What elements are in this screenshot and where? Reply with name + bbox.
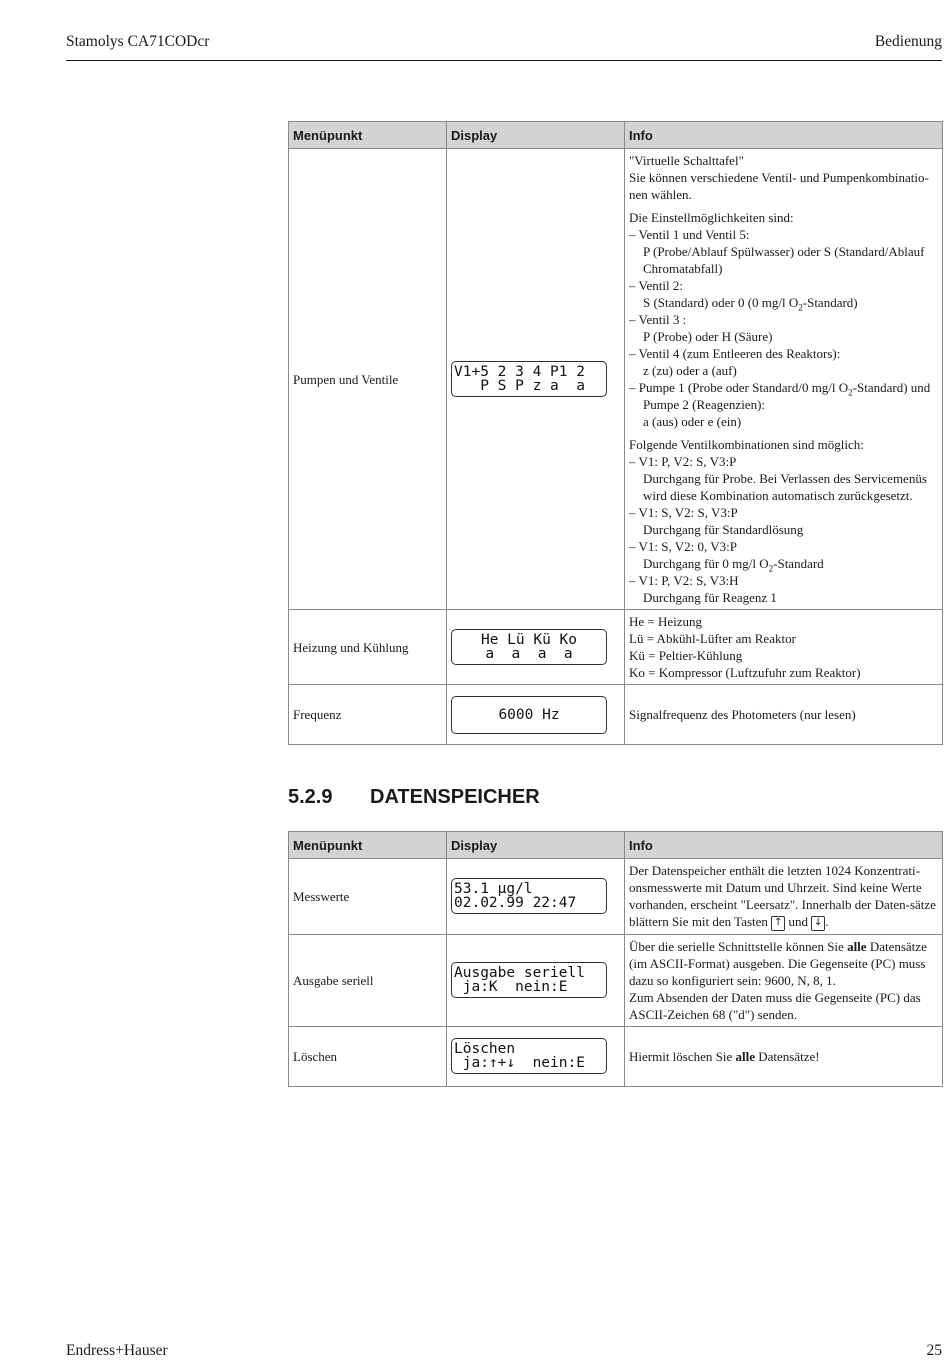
lcd-line: 53.1 µg/l [454,881,533,898]
info-text: Hiermit löschen Sie [629,1048,733,1064]
list-item: – Ventil 4 (zum Entleeren des Reaktors): [629,346,841,361]
section-number: 5.2.9 [288,786,333,808]
table-data-memory [288,831,943,1087]
info-cell [625,934,943,1026]
list-item-text: V1: S, V2: 0, V3:P [638,539,738,554]
display-cell [447,149,625,610]
list-item-detail: Durchgang für Reagenz 1 [643,590,777,605]
col-header-display: Display [447,122,625,149]
info-text: Folgende Ventilkombinationen sind möglich: [629,437,864,452]
info-cell: Signalfrequenz des Photometers (nur lesen) [625,685,943,745]
display-cell [447,685,625,745]
list-item-detail: Durchgang für Standardlösung [643,522,804,537]
info-emphasis: alle [735,1048,756,1064]
lcd-line: He Lü Kü Ko [480,632,578,648]
detail-text: S (Standard) oder 0 (0 mg/l O [643,295,799,310]
info-paragraph [629,152,938,203]
menu-cell: Pumpen und Ventile [289,149,447,610]
list-item-text: Ventil 2: [638,278,683,293]
footer-brand: Endress+Hauser [66,1342,168,1359]
list-item-detail [629,294,938,311]
list-item: – Ventil 1 und Ventil 5: [629,227,750,242]
lcd-line: Löschen [454,1041,516,1058]
menu-cell: Messwerte [289,859,447,935]
lcd-line: 6000 Hz [498,706,560,723]
section-heading [288,786,540,809]
page-number: 25 [926,1342,942,1359]
info-text: Der Datenspeicher enthält die letzten 1024 Konzentrati-onsmesswerte mit Datum und Uhrzeit. Sind keine Werte vorhanden, erscheint "Leersatz". Innerhalb der Daten-sätze blättern Sie mit den Tasten [629,863,936,929]
list-item-text: Ventil 3 : [638,312,687,327]
list-item: – Pumpe 1 (Probe oder Standard/0 mg/l $O_2-Standard$) und Pumpe 2 (Reagenzien): [629,380,931,412]
display-cell [447,934,625,1026]
arrow-up-key-icon: ↑ [771,916,785,931]
display-cell [447,859,625,935]
lcd-line: Ausgabe seriell [454,965,585,982]
header-rule [66,60,942,61]
lcd-display [451,696,607,734]
info-text: "Virtuelle Schalttafel" [629,153,744,168]
list-item: – V1: P, V2: S, V3:P [629,454,737,469]
table-row [289,685,943,745]
info-text: und [788,914,808,929]
table-row [289,610,943,685]
info-emphasis: alle [847,938,867,954]
info-text: . [825,914,829,929]
list-item-text: V1: S, V2: S, V3:P [638,505,738,520]
table-row [289,859,943,935]
lcd-display [451,361,607,397]
menu-cell: Löschen [289,1026,447,1086]
info-text: Zum Absenden der Daten muss die Gegenseite (PC) das ASCII-Zeichen 68 ("d") senden. [629,989,921,1022]
menu-cell: Heizung und Kühlung [289,610,447,685]
list-item-detail: P (Probe/Ablauf Spülwasser) oder S (Standard/Ablauf Chromatabfall) [643,244,925,276]
list-item-text: Ventil 1 und Ventil 5: [638,227,750,242]
list-item-text: Ventil 4 (zum Entleeren des Reaktors): [638,346,841,361]
lcd-line: ja:↑+↓ nein:E [454,1055,585,1072]
header-product-name: Stamolys CA71CODcr [66,33,210,50]
col-header-menu: Menüpunkt [289,122,447,149]
arrow-down-key-icon: ↓ [811,916,825,931]
lcd-display [451,1038,607,1074]
table-row [289,149,943,610]
table-header-row [289,122,943,149]
info-text: Sie können verschiedene Ventil- und Pumpenkombinatio-nen wählen. [629,170,929,202]
info-line: Kü = Peltier-Kühlung [629,648,743,663]
lcd-line: a a a a [485,646,573,662]
info-line: He = Heizung [629,614,703,629]
subscript: 2 [848,387,853,398]
info-cell [625,1026,943,1086]
detail-text: Durchgang für 0 mg/l O [643,556,769,571]
info-cell [625,859,943,935]
info-text: Über die serielle Schnittstelle können Sie [629,938,844,954]
info-line: Ko = Kompressor (Luftzufuhr zum Reaktor) [629,665,861,680]
info-text: Datensätze (im ASCII-Format) ausgeben. Die Gegenseite (PC) muss dazu so konfiguriert sein: 9600, N, 8, 1. [629,938,927,988]
lcd-line: ja:K nein:E [454,979,568,996]
list-item: – V1: P, V2: S, V3:H [629,573,739,588]
list-item-detail: Durchgang für Probe. Bei Verlassen des Servicemenüs wird diese Kombination automatisch zurückgesetzt. [643,471,927,503]
display-cell [447,1026,625,1086]
list-item: – Ventil 3 : [629,312,687,327]
list-item-text: V1: P, V2: S, V3:H [638,573,739,588]
detail-text: -Standard) [802,295,858,310]
info-text: Die Einstellmöglichkeiten sind: [629,210,794,225]
lcd-line: P S P z a a [454,378,585,394]
subscript: 2 [768,563,774,574]
list-item-text: -Standard) und Pumpe 2 (Reagenzien): [643,380,931,412]
info-line: Lü = Abkühl-Lüfter am Reaktor [629,631,796,646]
table-header-row [289,832,943,859]
lcd-display [451,629,607,665]
col-header-info: Info [625,122,943,149]
info-cell [625,610,943,685]
table-row [289,1026,943,1086]
menu-cell: Ausgabe seriell [289,934,447,1026]
display-cell [447,610,625,685]
col-header-info: Info [625,832,943,859]
lcd-line: 02.02.99 22:47 [454,895,577,912]
info-text: Datensätze! [758,1048,820,1064]
list-item-detail: z (zu) oder a (auf) [643,363,737,378]
list-item-text: V1: P, V2: S, V3:P [638,454,737,469]
menu-cell: Frequenz [289,685,447,745]
info-cell [625,149,943,610]
list-item-detail: P (Probe) oder H (Säure) [643,329,773,344]
col-header-display: Display [447,832,625,859]
detail-text: -Standard [773,556,824,571]
lcd-line: V1+5 2 3 4 P1 2 [454,364,585,380]
info-paragraph [629,209,938,430]
list-item-text: Pumpe 1 (Probe oder Standard/0 mg/l O [638,380,849,395]
header-chapter-title: Bedienung [874,33,942,50]
subscript: 2 [798,302,803,313]
list-item-detail [629,555,938,572]
list-item-detail: a (aus) oder e (ein) [643,414,742,429]
col-header-menu: Menüpunkt [289,832,447,859]
info-paragraph [629,436,938,606]
table-pumps-valves [288,121,943,745]
list-item: – Ventil 2: [629,278,683,293]
section-title: DATENSPEICHER [370,786,540,808]
list-item: – V1: S, V2: S, V3:P [629,505,738,520]
list-item: – V1: S, V2: 0, V3:P [629,539,738,554]
table-row [289,934,943,1026]
lcd-display [451,962,607,998]
lcd-display [451,878,607,914]
